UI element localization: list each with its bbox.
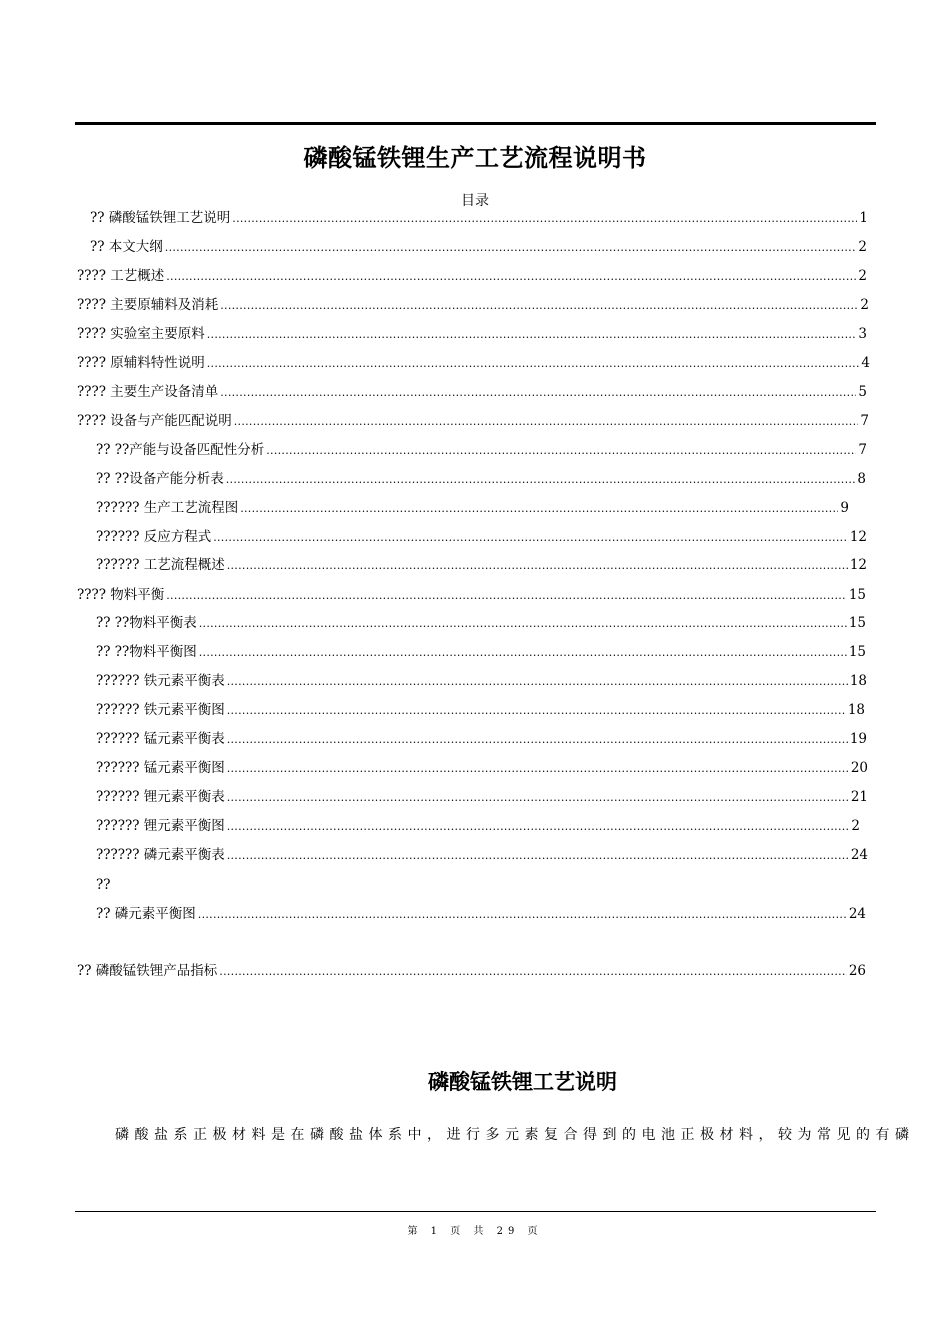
- header-rule: [75, 122, 876, 125]
- toc-entry[interactable]: ??: [96, 877, 111, 893]
- toc-entry[interactable]: ?? 磷元素平衡图 ..... 24: [96, 905, 866, 924]
- toc-page-number: 19: [849, 731, 867, 747]
- toc-heading: 目录: [461, 193, 489, 209]
- section-title: 磷酸锰铁锂工艺说明: [428, 1069, 617, 1094]
- toc-page-number: 2: [858, 239, 867, 255]
- toc-page-number: 12: [849, 529, 867, 545]
- toc-page-number: 24: [848, 906, 866, 922]
- toc-page-number: 5: [858, 384, 867, 400]
- toc-page-number: 24: [850, 847, 868, 863]
- toc-page-number: 2: [860, 297, 869, 313]
- toc-entry[interactable]: ???? 原辅料特性说明 ..... 4: [77, 354, 870, 373]
- body-paragraph: 磷酸盐系正极材料是在磷酸盐体系中，进行多元素复合得到的电池正极材料，较为常见的有磷: [115, 1127, 915, 1143]
- toc-entry[interactable]: ???? 实验室主要原料 ..... 3: [77, 325, 867, 344]
- toc-entry[interactable]: ???? 工艺概述 ..... 2: [77, 267, 867, 286]
- toc-page-number: 4: [861, 355, 870, 371]
- toc-page-number: 18: [849, 673, 867, 689]
- toc-entry[interactable]: ?????? 反应方程式 ..... 12: [96, 528, 867, 547]
- toc-entry[interactable]: ?? ??物料平衡表 ..... 15: [96, 614, 866, 633]
- toc-page-number: 8: [857, 471, 866, 487]
- toc-entry[interactable]: ?????? 铁元素平衡表 ..... 18: [96, 672, 867, 691]
- document-title: 磷酸锰铁锂生产工艺流程说明书: [303, 143, 647, 172]
- toc-page-number: 1: [859, 210, 868, 226]
- toc-page-number: 21: [850, 789, 868, 805]
- toc-entry[interactable]: ?????? 锂元素平衡图 ..... 2: [96, 817, 860, 836]
- toc-page-number: 2: [851, 818, 860, 834]
- toc-page-number: 12: [849, 557, 867, 573]
- toc-entry[interactable]: ?? 本文大纲 ..... 2: [90, 238, 867, 257]
- toc-entry[interactable]: ?????? 锂元素平衡表 ..... 21: [96, 788, 868, 807]
- toc-entry[interactable]: ???? 设备与产能匹配说明 ..... 7: [77, 412, 869, 431]
- toc-entry[interactable]: ?? ??物料平衡图 ..... 15: [96, 643, 866, 662]
- toc-page-number: 15: [848, 615, 866, 631]
- toc-entry[interactable]: ?????? 磷元素平衡表 ..... 24: [96, 846, 868, 865]
- toc-page-number: 2: [858, 268, 867, 284]
- toc-entry[interactable]: ???? 主要生产设备清单 ..... 5: [77, 383, 867, 402]
- toc-page-number: 7: [858, 442, 867, 458]
- toc-entry[interactable]: ???? 物料平衡 ..... 15: [77, 586, 866, 605]
- toc-entry[interactable]: ?? 磷酸锰铁锂产品指标 ..... 26: [77, 962, 866, 981]
- toc-page-number: 26: [848, 963, 866, 979]
- toc-entry[interactable]: ?????? 锰元素平衡图 ..... 20: [96, 759, 868, 778]
- toc-entry[interactable]: ?????? 锰元素平衡表 ..... 19: [96, 730, 867, 749]
- toc-page-number: 9: [840, 500, 849, 516]
- toc-page-number: 15: [848, 644, 866, 660]
- toc-entry[interactable]: ?? ??设备产能分析表 ..... 8: [96, 470, 866, 489]
- toc-page-number: 18: [847, 702, 865, 718]
- toc-entry[interactable]: ?????? 工艺流程概述 ..... 12: [96, 556, 867, 575]
- toc-page-number: 7: [860, 413, 869, 429]
- toc-entry[interactable]: ?? 磷酸锰铁锂工艺说明 ..... 1: [90, 209, 868, 228]
- toc-entry[interactable]: ?? ??产能与设备匹配性分析 ..... 7: [96, 441, 867, 460]
- toc-entry[interactable]: ???? 主要原辅料及消耗 ..... 2: [77, 296, 869, 315]
- toc-page-number: 20: [850, 760, 868, 776]
- toc-entry[interactable]: ?????? 铁元素平衡图 ..... 18: [96, 701, 865, 720]
- page-footer: 第 1 页 共 29 页: [407, 1226, 543, 1237]
- toc-entry[interactable]: ?????? 生产工艺流程图 ..... 9: [96, 499, 849, 518]
- toc-page-number: 3: [858, 326, 867, 342]
- footer-rule: [75, 1211, 876, 1212]
- toc-page-number: 15: [848, 587, 866, 603]
